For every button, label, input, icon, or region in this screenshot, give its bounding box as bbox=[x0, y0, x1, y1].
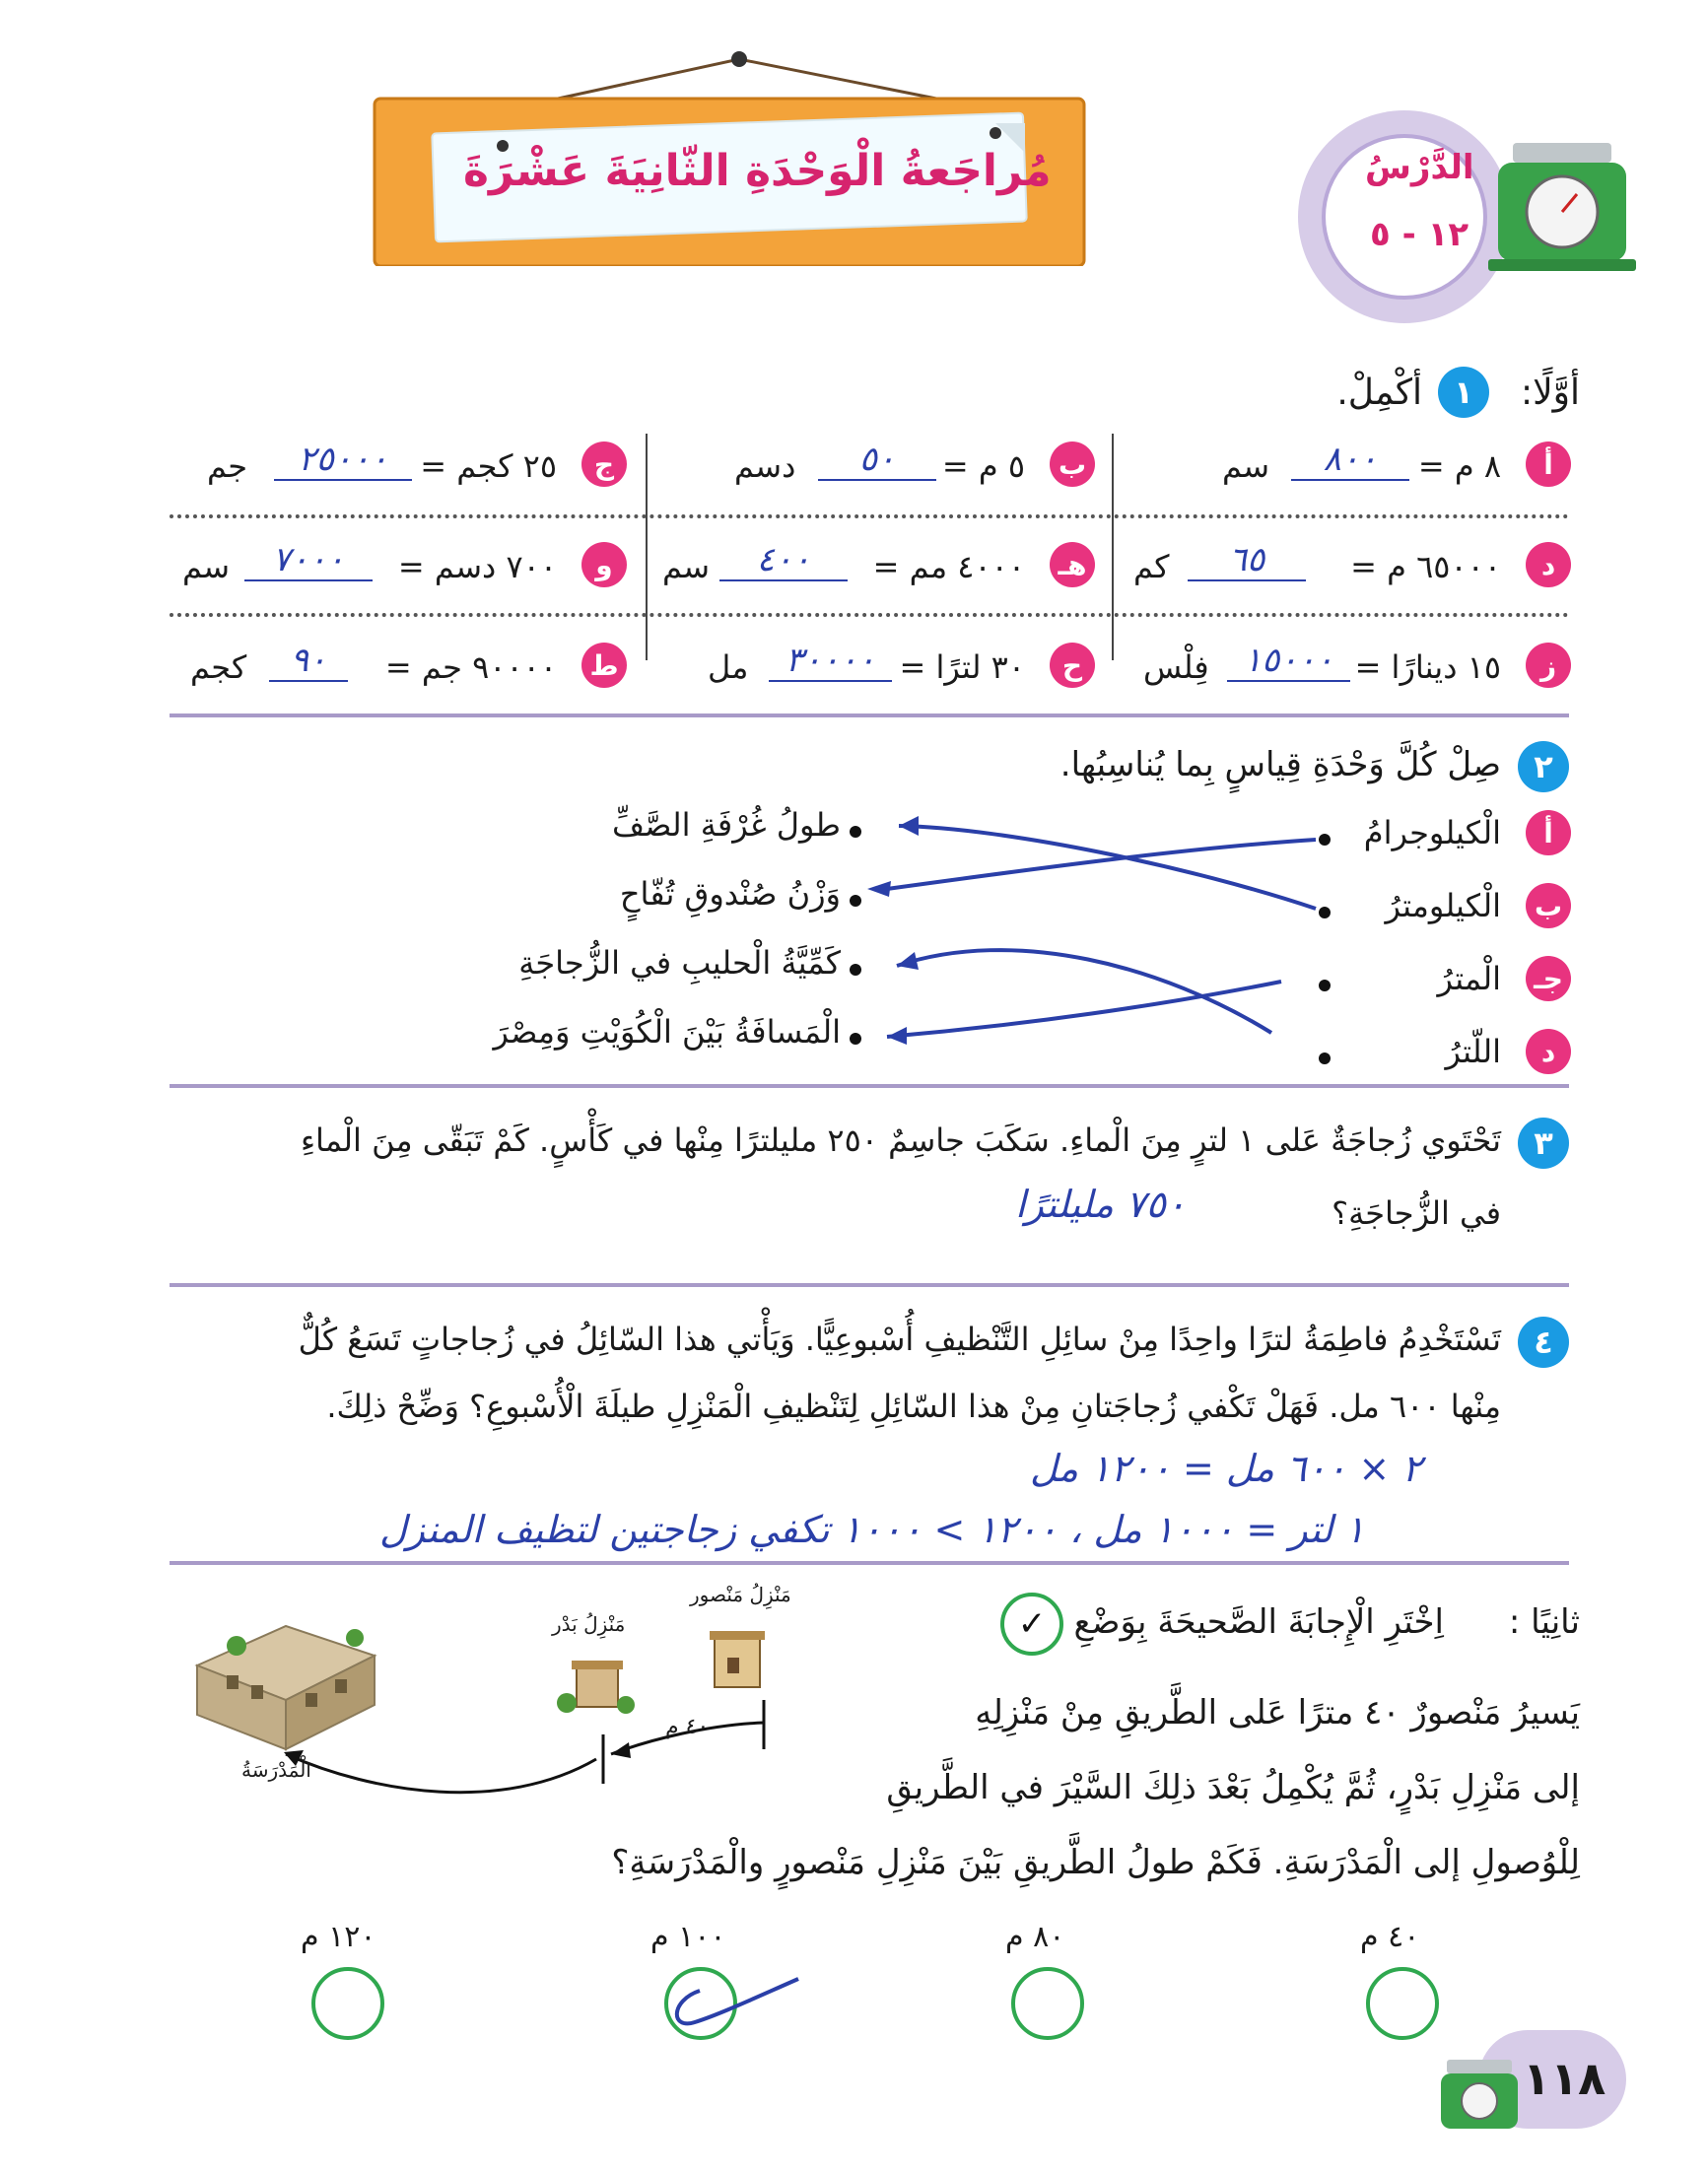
item-letter-badge: د bbox=[1526, 542, 1571, 587]
label-school: الْمَدْرَسَةُ bbox=[241, 1758, 311, 1782]
q2-number-badge: ٢ bbox=[1518, 741, 1569, 792]
item-answer[interactable]: ٦٥ bbox=[1188, 540, 1306, 581]
problem-line-2: إلى مَنْزِلِ بَدْرٍ، ثُمَّ يُكْمِلُ بَعْدَ ذلِكَ السَّيْرَ في الطَّريقِ bbox=[886, 1768, 1580, 1807]
column-separator bbox=[1112, 434, 1114, 660]
item-expression: ٧٠٠ دسم = bbox=[397, 548, 557, 585]
item-unit: سم bbox=[662, 548, 711, 585]
page-number: ١١٨ bbox=[1523, 2052, 1606, 2105]
item-answer[interactable]: ٢٥٠٠٠ bbox=[274, 440, 412, 481]
check-mark-circle bbox=[1000, 1593, 1063, 1656]
item-letter-badge: ج bbox=[581, 441, 627, 487]
item-unit: سم bbox=[182, 548, 231, 585]
item-expression: ٩٠٠٠٠ جم = bbox=[384, 648, 557, 686]
item-unit: جم bbox=[207, 447, 248, 485]
match-dot[interactable] bbox=[850, 1033, 861, 1045]
option-circle[interactable] bbox=[311, 1967, 384, 2040]
section2-heading: ثانِيًا : bbox=[1508, 1602, 1580, 1642]
item-unit: كجم bbox=[190, 648, 247, 686]
q3-line-1: تَحْتَوي زُجاجَةٌ عَلى ١ لترٍ مِنَ الْماءِ. سَكَبَ جاسِمٌ ٢٥٠ مليلترًا مِنْها في كَأْسٍ. كَمْ تَبَقّى مِنَ الْماءِ bbox=[300, 1121, 1501, 1159]
item-letter-badge: أ bbox=[1526, 441, 1571, 487]
match-lines bbox=[867, 808, 1340, 1064]
match-left-item: الْكيلوجرامُ bbox=[1363, 814, 1501, 851]
match-letter-badge: د bbox=[1526, 1029, 1571, 1074]
section-divider bbox=[170, 1561, 1569, 1565]
label-mansour-house: مَنْزِلُ مَنْصور bbox=[690, 1583, 791, 1606]
item-letter-badge: ط bbox=[581, 643, 627, 688]
problem-line-3: لِلْوُصولِ إلى الْمَدْرَسَةِ. فَكَمْ طولُ الطَّريقِ بَيْنَ مَنْزِلِ مَنْصورٍ والْمَدْرَسَةِ؟ bbox=[611, 1843, 1580, 1882]
q1-instruction: أكْمِلْ. bbox=[1336, 373, 1422, 413]
item-expression: ٨ م = bbox=[1417, 447, 1501, 485]
section-divider bbox=[170, 713, 1569, 717]
section1-heading: أوَّلًا: bbox=[1520, 373, 1580, 413]
item-letter-badge: ح bbox=[1050, 643, 1095, 688]
option-circle[interactable] bbox=[1011, 1967, 1084, 2040]
option-circle[interactable] bbox=[1366, 1967, 1439, 2040]
dotted-divider bbox=[170, 613, 1569, 617]
match-dot[interactable] bbox=[850, 964, 861, 976]
match-letter-badge: ب bbox=[1526, 883, 1571, 928]
option-label: ٨٠ م bbox=[1005, 1920, 1065, 1954]
q4-line-2: مِنْها ٦٠٠ مل. فَهَلْ تَكْفي زُجاجَتانِ مِنْ هذا السّائِلِ لِتَنْظيفِ الْمَنْزِلِ طيلَةَ الْأُسْبوعِ؟ وَضِّحْ ذلِكَ. bbox=[326, 1388, 1501, 1425]
section2-instruction: اِخْتَرِ الْإِجابَةَ الصَّحيحَةَ بِوَضْعِ bbox=[1073, 1602, 1444, 1642]
problem-line-1: يَسيرُ مَنْصورٌ ٤٠ مترًا عَلى الطَّريقِ مِنْ مَنْزِلِهِ bbox=[975, 1693, 1580, 1732]
q2-instruction: صِلْ كُلَّ وَحْدَةِ قِياسٍ بِما يُناسِبُها. bbox=[1059, 745, 1501, 784]
item-letter-badge: و bbox=[581, 542, 627, 587]
item-answer[interactable]: ٩٠ bbox=[269, 641, 348, 682]
option-label: ١٢٠ م bbox=[301, 1920, 376, 1954]
match-right-item: الْمَسافَةُ بَيْنَ الْكُوَيْتِ وَمِصْرَ bbox=[493, 1013, 841, 1051]
match-dot[interactable] bbox=[850, 826, 861, 838]
match-left-item: الْمترُ bbox=[1437, 960, 1501, 997]
q4-work-line-2: ١ لتر = ١٠٠٠ مل ، ١٢٠٠ > ١٠٠٠ تكفي زجاجتين لتظيف المنزل bbox=[379, 1508, 1365, 1551]
item-expression: ٣٠ لترًا = bbox=[899, 648, 1025, 686]
q1-number-badge: ١ bbox=[1438, 367, 1489, 418]
match-right-item: طولُ غُرْفَةِ الصَّفِّ bbox=[612, 806, 841, 844]
item-letter-badge: ب bbox=[1050, 441, 1095, 487]
item-answer[interactable]: ٤٠٠ bbox=[719, 540, 848, 581]
item-answer[interactable]: ٨٠٠ bbox=[1291, 440, 1409, 481]
item-expression: ٥ م = bbox=[941, 447, 1025, 485]
item-answer[interactable]: ٧٠٠٠ bbox=[244, 540, 373, 581]
item-unit: فِلْس bbox=[1143, 648, 1209, 686]
match-letter-badge: أ bbox=[1526, 810, 1571, 855]
item-letter-badge: هـ bbox=[1050, 542, 1095, 587]
option-label: ١٠٠ م bbox=[650, 1920, 726, 1954]
item-expression: ٦٥٠٠٠ م = bbox=[1350, 548, 1501, 585]
label-distance: ٤٠ م bbox=[665, 1715, 710, 1739]
item-unit: مل bbox=[708, 648, 749, 686]
q3-number-badge: ٣ bbox=[1518, 1118, 1569, 1169]
dotted-divider bbox=[170, 514, 1569, 518]
item-unit: كم bbox=[1133, 548, 1170, 585]
q3-handwritten-answer: ٧٥٠ مليلترًا bbox=[1015, 1183, 1187, 1226]
item-answer[interactable]: ٣٠٠٠٠ bbox=[769, 641, 892, 682]
page-title: مُراجَعةُ الْوَحْدَةِ الثّانِيَةَ عَشْرَةَ bbox=[463, 146, 1052, 196]
item-answer[interactable]: ٥٠ bbox=[818, 440, 936, 481]
match-right-item: كَمِّيَّةُ الْحليبِ في الزُّجاجَةِ bbox=[518, 944, 841, 982]
section-divider bbox=[170, 1283, 1569, 1287]
item-expression: ١٥ دينارًا = bbox=[1354, 648, 1501, 686]
item-letter-badge: ز bbox=[1526, 643, 1571, 688]
match-dot[interactable] bbox=[850, 895, 861, 907]
column-separator bbox=[646, 434, 648, 660]
match-letter-badge: جـ bbox=[1526, 956, 1571, 1001]
q4-number-badge: ٤ bbox=[1518, 1317, 1569, 1368]
q4-line-1: تَسْتَخْدِمُ فاطِمَةُ لترًا واحِدًا مِنْ سائِلِ التَّنْظيفِ أُسْبوعِيًّا. وَيَأْتي هذا السّائِلُ في زُجاجاتٍ تَسَعُ كُلٌّ bbox=[298, 1321, 1501, 1358]
check-icon: ✓ bbox=[1017, 1604, 1047, 1644]
match-left-item: الْكيلومترُ bbox=[1385, 887, 1501, 924]
item-unit: دسم bbox=[734, 447, 796, 485]
match-left-item: اللّترُ bbox=[1445, 1033, 1501, 1070]
lesson-number: ١٢ - ٥ bbox=[1370, 215, 1469, 254]
option-label: ٤٠ م bbox=[1360, 1920, 1420, 1954]
item-unit: سم bbox=[1222, 447, 1270, 485]
q3-line-2: في الزُّجاجَةِ؟ bbox=[1332, 1194, 1501, 1232]
handwritten-check bbox=[660, 1961, 808, 2050]
item-answer[interactable]: ١٥٠٠٠ bbox=[1227, 641, 1350, 682]
match-right-item: وَزْنُ صُنْدوقِ تُفّاحٍ bbox=[619, 875, 841, 913]
item-expression: ٤٠٠٠ مم = bbox=[872, 548, 1025, 585]
item-expression: ٢٥ كجم = bbox=[420, 447, 557, 485]
section-divider bbox=[170, 1084, 1569, 1088]
label-badr-house: مَنْزِلُ بَدْر bbox=[552, 1612, 626, 1636]
lesson-label: الدَّرْسُ bbox=[1365, 148, 1474, 187]
q4-work-line-1: ٢ × ٦٠٠ مل = ١٢٠٠ مل bbox=[1030, 1447, 1422, 1490]
